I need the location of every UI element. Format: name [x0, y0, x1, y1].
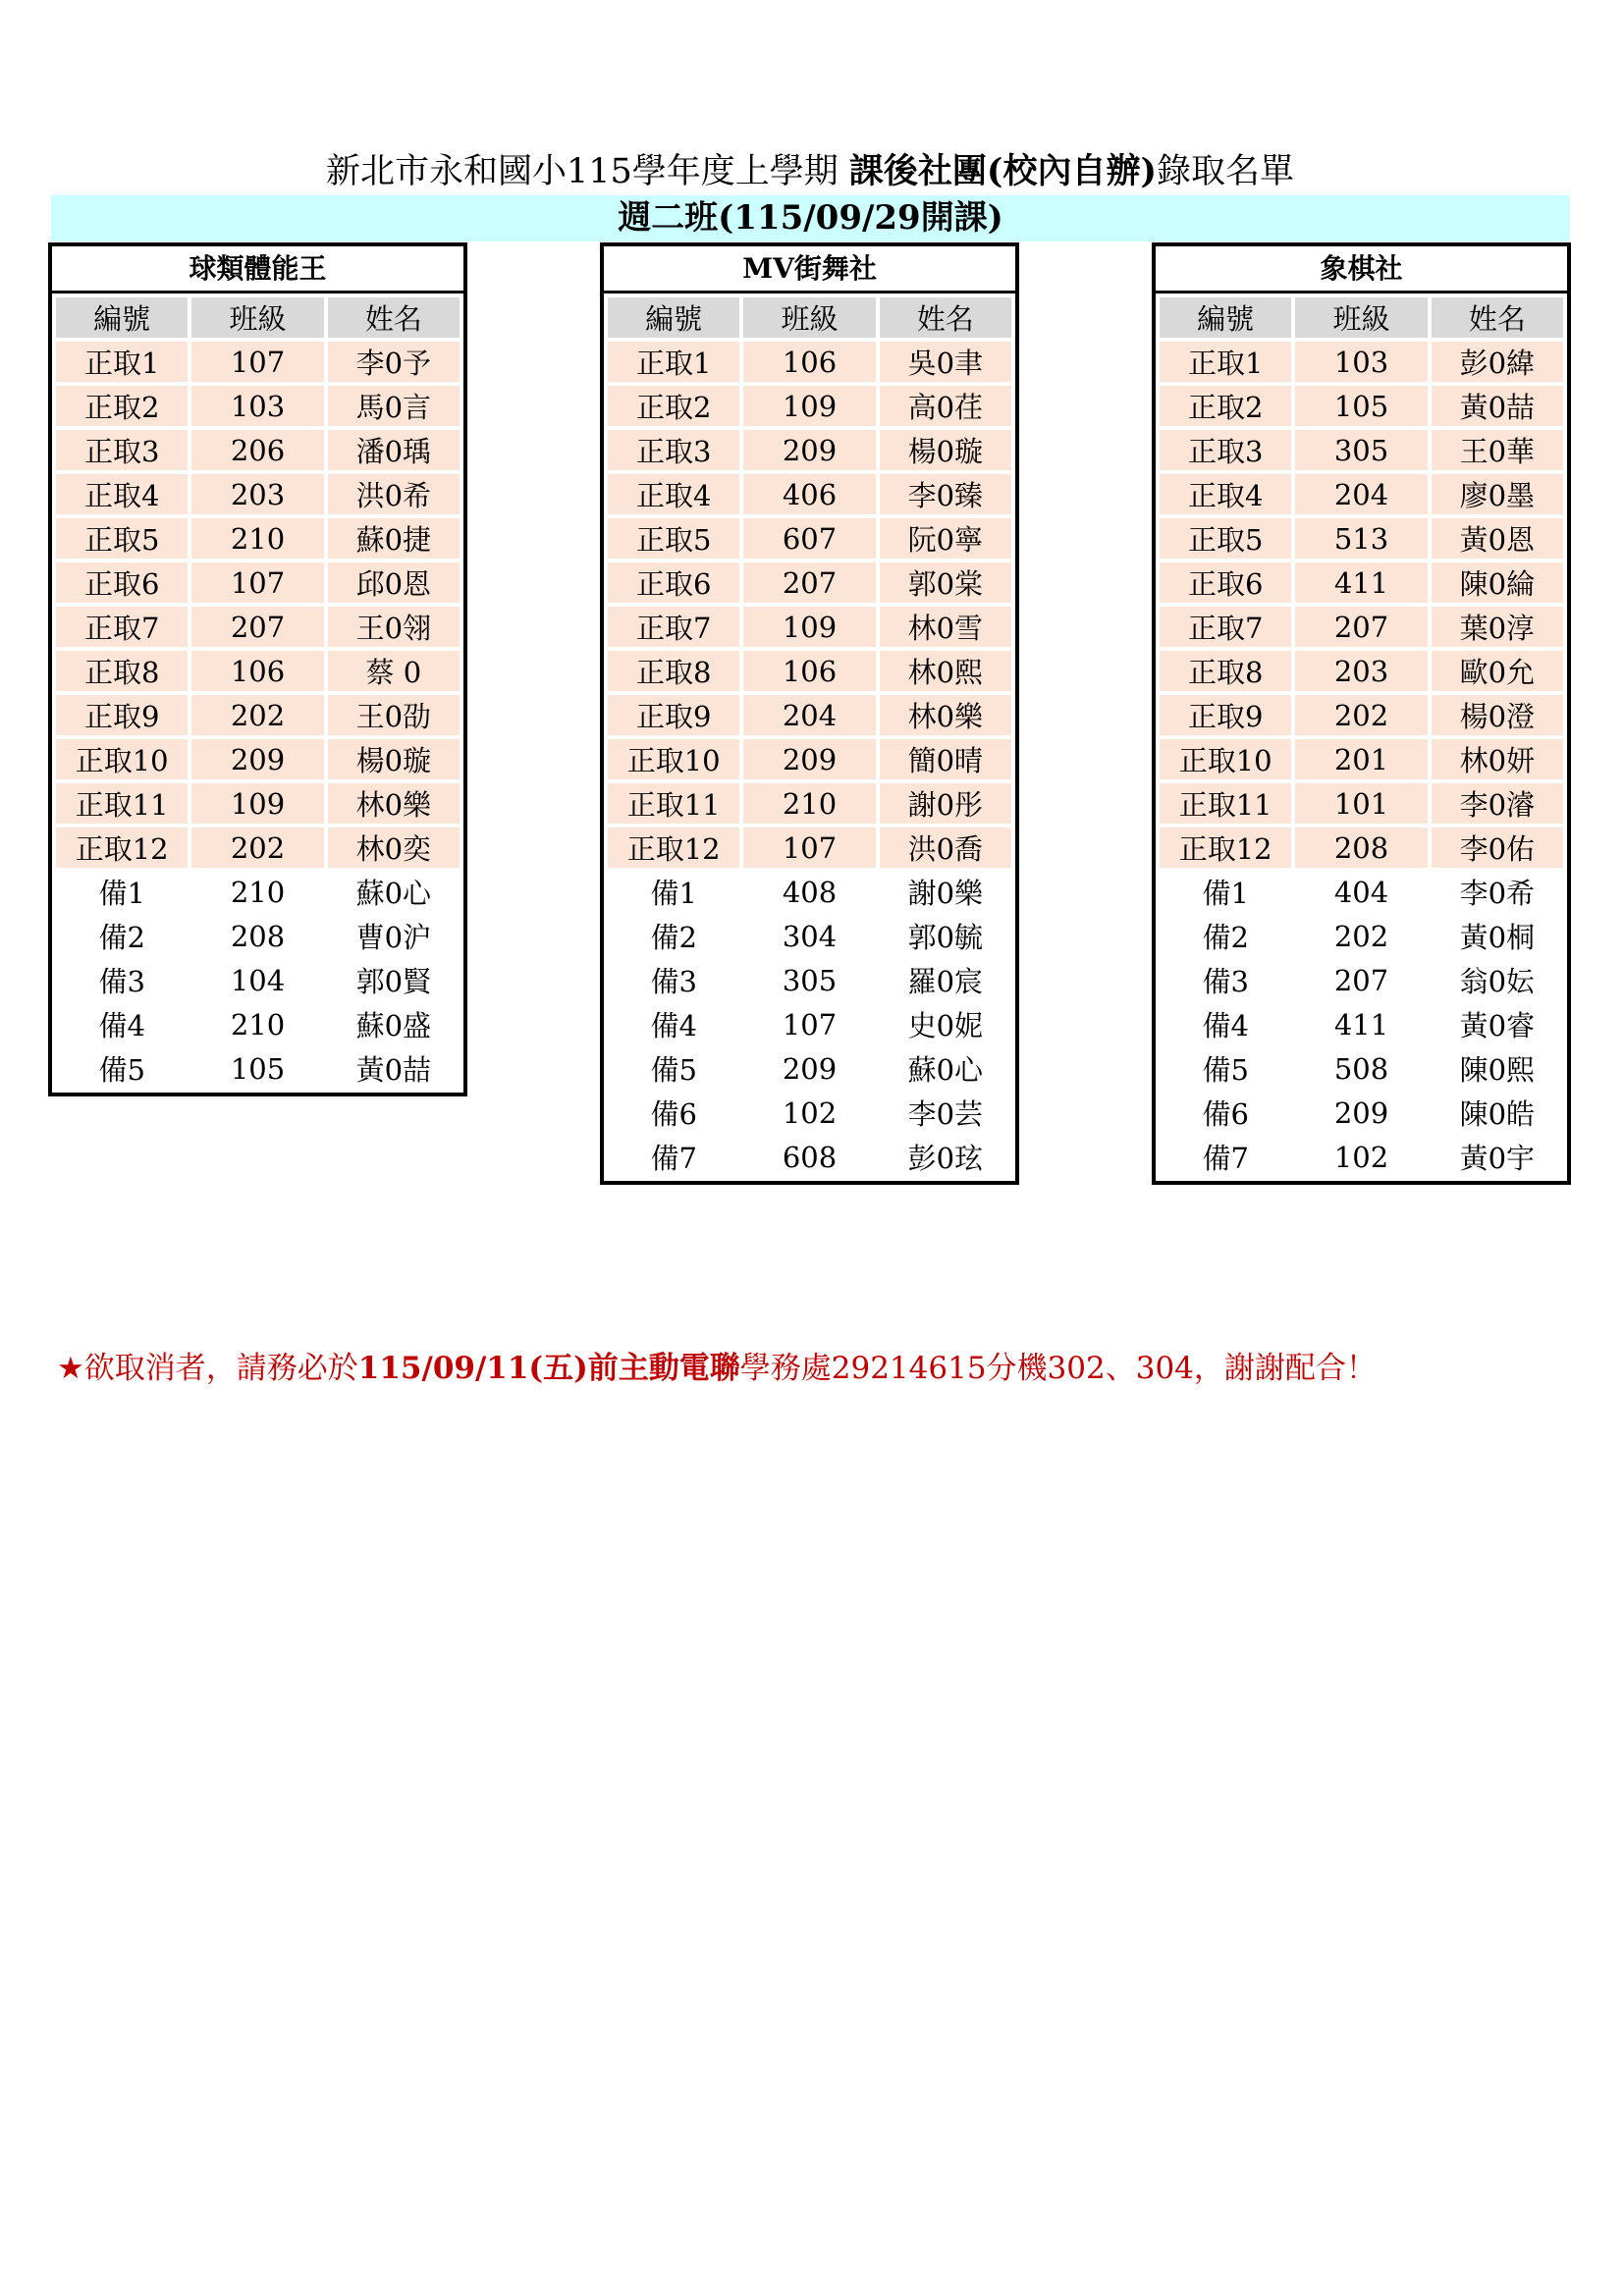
- column-header: 編號: [56, 297, 188, 338]
- row-number: 備5: [1160, 1048, 1291, 1089]
- row-class: 102: [1295, 1137, 1427, 1177]
- row-number: 正取3: [56, 430, 188, 470]
- row-class: 107: [191, 342, 323, 382]
- row-class: 209: [743, 1048, 875, 1089]
- row-number: 備3: [608, 960, 739, 1000]
- row-number: 正取11: [608, 783, 739, 824]
- row-number: 正取5: [608, 518, 739, 559]
- row-class: 607: [743, 518, 875, 559]
- row-number: 正取1: [1160, 342, 1291, 382]
- row-name: 郭0棠: [880, 562, 1011, 603]
- table-row: [56, 960, 460, 1000]
- column-header: 姓名: [328, 297, 460, 338]
- row-class: 106: [743, 342, 875, 382]
- row-name: 林0熙: [880, 651, 1011, 691]
- row-number: 備3: [1160, 960, 1291, 1000]
- table-row: [608, 562, 1011, 603]
- club-title: MV街舞社: [604, 246, 1015, 294]
- table-row: [608, 386, 1011, 426]
- row-class: 109: [743, 607, 875, 647]
- row-name: 葉0淳: [1432, 607, 1563, 647]
- row-number: 正取4: [1160, 474, 1291, 514]
- club-title: 球類體能王: [52, 246, 463, 294]
- row-class: 406: [743, 474, 875, 514]
- table-row: [608, 960, 1011, 1000]
- table-row: [1160, 518, 1563, 559]
- row-class: 104: [191, 960, 323, 1000]
- table-row: [1160, 916, 1563, 956]
- row-number: 正取6: [56, 562, 188, 603]
- row-name: 李0濬: [1432, 783, 1563, 824]
- table-row: [608, 518, 1011, 559]
- table-row: [1160, 430, 1563, 470]
- title-part3: 錄取名單: [1157, 152, 1295, 191]
- row-number: 正取7: [1160, 607, 1291, 647]
- row-class: 202: [191, 828, 323, 868]
- row-class: 105: [1295, 386, 1427, 426]
- title-part2: 課後社團(校內自辦): [848, 151, 1158, 191]
- table-row: [56, 430, 460, 470]
- table-row: [1160, 1093, 1563, 1133]
- row-name: 黃0恩: [1432, 518, 1563, 559]
- table-row: [1160, 695, 1563, 735]
- row-number: 備4: [56, 1004, 188, 1044]
- table-row: [1160, 607, 1563, 647]
- row-number: 正取6: [1160, 562, 1291, 603]
- row-name: 史0妮: [880, 1004, 1011, 1044]
- row-number: 正取7: [56, 607, 188, 647]
- row-name: 黃0宇: [1432, 1137, 1563, 1177]
- row-class: 106: [191, 651, 323, 691]
- row-number: 備3: [56, 960, 188, 1000]
- row-class: 210: [743, 783, 875, 824]
- table-row: [1160, 562, 1563, 603]
- table-row: [56, 342, 460, 382]
- row-class: 202: [191, 695, 323, 735]
- row-class: 209: [191, 739, 323, 779]
- table-row: [608, 1004, 1011, 1044]
- row-name: 李0芸: [880, 1093, 1011, 1133]
- note-part1: 欲取消者，請務必於: [83, 1351, 358, 1386]
- table-row: [56, 916, 460, 956]
- roster-table: [1156, 294, 1567, 1181]
- row-name: 謝0樂: [880, 872, 1011, 912]
- row-number: 正取3: [1160, 430, 1291, 470]
- row-name: 王0劭: [328, 695, 460, 735]
- table-row: [56, 518, 460, 559]
- row-class: 208: [1295, 828, 1427, 868]
- row-name: 陳0皓: [1432, 1093, 1563, 1133]
- row-class: 109: [743, 386, 875, 426]
- row-name: 蘇0捷: [328, 518, 460, 559]
- row-name: 黃0桐: [1432, 916, 1563, 956]
- note-deadline: 115/09/11(五)前主動電聯: [357, 1351, 740, 1386]
- table-row: [1160, 1137, 1563, 1177]
- table-row: [1160, 1004, 1563, 1044]
- row-class: 209: [743, 739, 875, 779]
- row-number: 正取5: [1160, 518, 1291, 559]
- row-number: 正取12: [1160, 828, 1291, 868]
- row-name: 吳0聿: [880, 342, 1011, 382]
- table-row: [608, 474, 1011, 514]
- table-row: [56, 1004, 460, 1044]
- row-number: 正取2: [608, 386, 739, 426]
- row-number: 備1: [56, 872, 188, 912]
- row-name: 邱0恩: [328, 562, 460, 603]
- row-number: 正取4: [608, 474, 739, 514]
- row-number: 正取1: [608, 342, 739, 382]
- row-name: 蔡 0: [328, 651, 460, 691]
- row-number: 備6: [608, 1093, 739, 1133]
- table-row: [608, 739, 1011, 779]
- row-name: 阮0寧: [880, 518, 1011, 559]
- row-name: 林0樂: [880, 695, 1011, 735]
- table-row: [608, 430, 1011, 470]
- row-class: 208: [191, 916, 323, 956]
- roster-table: [604, 294, 1015, 1181]
- row-class: 207: [191, 607, 323, 647]
- table-row: [608, 342, 1011, 382]
- table-row: [1160, 783, 1563, 824]
- table-row: [608, 916, 1011, 956]
- column-header: 姓名: [880, 297, 1011, 338]
- table-row: [1160, 1048, 1563, 1089]
- table-row: [1160, 828, 1563, 868]
- table-row: [608, 695, 1011, 735]
- row-name: 李0臻: [880, 474, 1011, 514]
- row-class: 304: [743, 916, 875, 956]
- row-number: 正取12: [56, 828, 188, 868]
- row-name: 郭0賢: [328, 960, 460, 1000]
- row-name: 陳0熙: [1432, 1048, 1563, 1089]
- row-class: 513: [1295, 518, 1427, 559]
- row-class: 101: [1295, 783, 1427, 824]
- row-name: 翁0妘: [1432, 960, 1563, 1000]
- row-class: 106: [743, 651, 875, 691]
- note-contact: 學務處29214615分機302、304，謝謝配合！: [739, 1351, 1377, 1386]
- table-row: [56, 828, 460, 868]
- row-number: 正取2: [56, 386, 188, 426]
- row-number: 正取8: [56, 651, 188, 691]
- row-number: 備7: [1160, 1137, 1291, 1177]
- row-number: 正取9: [56, 695, 188, 735]
- row-class: 107: [743, 828, 875, 868]
- row-class: 207: [743, 562, 875, 603]
- row-name: 林0雪: [880, 607, 1011, 647]
- row-name: 林0奕: [328, 828, 460, 868]
- table-row: [1160, 739, 1563, 779]
- row-class: 105: [191, 1048, 323, 1089]
- row-number: 正取9: [1160, 695, 1291, 735]
- row-name: 郭0毓: [880, 916, 1011, 956]
- row-class: 103: [191, 386, 323, 426]
- table-row: [1160, 960, 1563, 1000]
- row-name: 楊0澄: [1432, 695, 1563, 735]
- club-table-ball-sports: [48, 242, 467, 1096]
- row-class: 210: [191, 518, 323, 559]
- row-class: 305: [1295, 430, 1427, 470]
- row-name: 黃0喆: [1432, 386, 1563, 426]
- row-number: 正取10: [1160, 739, 1291, 779]
- table-row: [56, 872, 460, 912]
- table-row: [608, 828, 1011, 868]
- table-row: [56, 1048, 460, 1089]
- club-table-chess: [1152, 242, 1571, 1185]
- row-number: 正取6: [608, 562, 739, 603]
- row-class: 107: [743, 1004, 875, 1044]
- table-row: [56, 386, 460, 426]
- row-number: 正取7: [608, 607, 739, 647]
- table-row: [608, 783, 1011, 824]
- row-number: 備4: [1160, 1004, 1291, 1044]
- table-header-row: [608, 297, 1011, 338]
- row-name: 高0荏: [880, 386, 1011, 426]
- row-name: 潘0瑀: [328, 430, 460, 470]
- row-class: 102: [743, 1093, 875, 1133]
- row-number: 備2: [1160, 916, 1291, 956]
- title-part1: 新北市永和國小115學年度上學期: [325, 152, 849, 191]
- table-header-row: [56, 297, 460, 338]
- row-name: 洪0希: [328, 474, 460, 514]
- row-name: 王0翎: [328, 607, 460, 647]
- page-title: [49, 149, 1571, 194]
- row-number: 正取9: [608, 695, 739, 735]
- table-row: [56, 651, 460, 691]
- row-number: 正取10: [608, 739, 739, 779]
- row-class: 201: [1295, 739, 1427, 779]
- table-row: [56, 474, 460, 514]
- row-name: 林0妍: [1432, 739, 1563, 779]
- row-name: 謝0彤: [880, 783, 1011, 824]
- row-number: 正取2: [1160, 386, 1291, 426]
- row-name: 簡0晴: [880, 739, 1011, 779]
- table-row: [608, 1093, 1011, 1133]
- table-header-row: [1160, 297, 1563, 338]
- row-name: 李0希: [1432, 872, 1563, 912]
- table-row: [608, 872, 1011, 912]
- row-class: 107: [191, 562, 323, 603]
- row-class: 411: [1295, 1004, 1427, 1044]
- row-name: 李0予: [328, 342, 460, 382]
- row-name: 曹0沪: [328, 916, 460, 956]
- table-row: [1160, 474, 1563, 514]
- table-row: [1160, 872, 1563, 912]
- table-row: [56, 562, 460, 603]
- table-row: [608, 607, 1011, 647]
- star-icon: ★: [57, 1351, 84, 1386]
- row-class: 404: [1295, 872, 1427, 912]
- row-name: 蘇0心: [328, 872, 460, 912]
- row-number: 正取11: [56, 783, 188, 824]
- row-name: 李0佑: [1432, 828, 1563, 868]
- row-name: 彭0玹: [880, 1137, 1011, 1177]
- row-class: 408: [743, 872, 875, 912]
- row-name: 林0樂: [328, 783, 460, 824]
- table-row: [608, 1137, 1011, 1177]
- row-class: 608: [743, 1137, 875, 1177]
- row-number: 正取8: [608, 651, 739, 691]
- row-name: 陳0綸: [1432, 562, 1563, 603]
- row-number: 正取4: [56, 474, 188, 514]
- row-number: 備2: [56, 916, 188, 956]
- table-row: [56, 739, 460, 779]
- row-class: 209: [743, 430, 875, 470]
- row-class: 202: [1295, 695, 1427, 735]
- row-number: 備2: [608, 916, 739, 956]
- row-number: 備6: [1160, 1093, 1291, 1133]
- row-name: 廖0墨: [1432, 474, 1563, 514]
- row-number: 備1: [608, 872, 739, 912]
- row-number: 備5: [56, 1048, 188, 1089]
- row-number: 正取11: [1160, 783, 1291, 824]
- row-name: 馬0言: [328, 386, 460, 426]
- table-row: [1160, 386, 1563, 426]
- table-row: [1160, 651, 1563, 691]
- row-class: 203: [1295, 651, 1427, 691]
- row-name: 王0華: [1432, 430, 1563, 470]
- row-class: 103: [1295, 342, 1427, 382]
- row-name: 黃0喆: [328, 1048, 460, 1089]
- row-name: 楊0璇: [880, 430, 1011, 470]
- row-class: 209: [1295, 1093, 1427, 1133]
- row-class: 203: [191, 474, 323, 514]
- row-class: 207: [1295, 960, 1427, 1000]
- row-class: 207: [1295, 607, 1427, 647]
- table-row: [608, 651, 1011, 691]
- column-header: 編號: [608, 297, 739, 338]
- session-subtitle: 週二班(115/09/29開課): [51, 195, 1570, 241]
- row-number: 正取5: [56, 518, 188, 559]
- row-number: 備5: [608, 1048, 739, 1089]
- row-number: 正取12: [608, 828, 739, 868]
- row-class: 204: [743, 695, 875, 735]
- row-class: 206: [191, 430, 323, 470]
- row-number: 正取10: [56, 739, 188, 779]
- row-number: 正取1: [56, 342, 188, 382]
- row-class: 204: [1295, 474, 1427, 514]
- row-class: 109: [191, 783, 323, 824]
- column-header: 班級: [191, 297, 323, 338]
- column-header: 編號: [1160, 297, 1291, 338]
- column-header: 班級: [1295, 297, 1427, 338]
- row-class: 508: [1295, 1048, 1427, 1089]
- row-number: 正取3: [608, 430, 739, 470]
- table-row: [56, 607, 460, 647]
- row-number: 正取8: [1160, 651, 1291, 691]
- cancellation-note: [57, 1343, 1377, 1387]
- row-name: 蘇0心: [880, 1048, 1011, 1089]
- row-name: 羅0宸: [880, 960, 1011, 1000]
- club-table-mv-dance: [600, 242, 1019, 1185]
- table-row: [56, 783, 460, 824]
- row-class: 411: [1295, 562, 1427, 603]
- row-class: 305: [743, 960, 875, 1000]
- row-name: 楊0璇: [328, 739, 460, 779]
- table-row: [608, 1048, 1011, 1089]
- row-name: 黃0睿: [1432, 1004, 1563, 1044]
- row-name: 歐0允: [1432, 651, 1563, 691]
- table-row: [1160, 342, 1563, 382]
- row-number: 備4: [608, 1004, 739, 1044]
- row-name: 蘇0盛: [328, 1004, 460, 1044]
- row-class: 202: [1295, 916, 1427, 956]
- row-class: 210: [191, 1004, 323, 1044]
- row-class: 210: [191, 872, 323, 912]
- column-header: 班級: [743, 297, 875, 338]
- club-title: 象棋社: [1156, 246, 1567, 294]
- column-header: 姓名: [1432, 297, 1563, 338]
- roster-table: [52, 294, 463, 1093]
- table-row: [56, 695, 460, 735]
- row-name: 洪0喬: [880, 828, 1011, 868]
- row-number: 備1: [1160, 872, 1291, 912]
- row-number: 備7: [608, 1137, 739, 1177]
- row-name: 彭0緯: [1432, 342, 1563, 382]
